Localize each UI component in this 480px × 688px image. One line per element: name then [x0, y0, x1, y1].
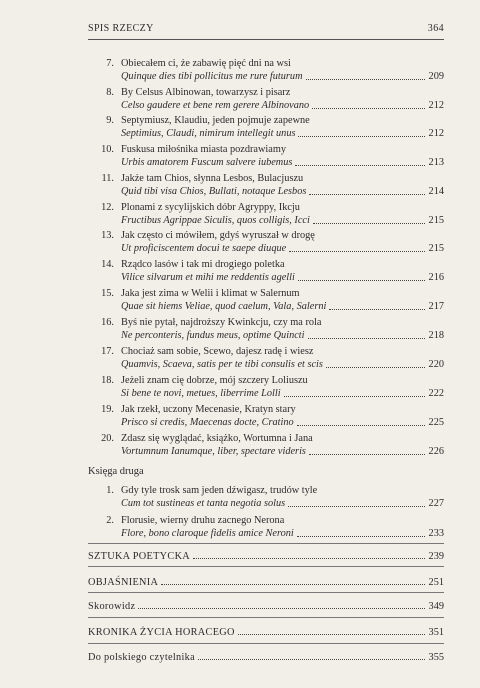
- entry-page: 209: [428, 71, 444, 82]
- entry-number: 11.: [101, 173, 114, 184]
- toc-entry[interactable]: [88, 484, 444, 510]
- entry-latin-incipit: Flore, bono claroque fidelis amice Neroni: [121, 528, 294, 539]
- entry-page: 215: [428, 215, 444, 226]
- entry-polish-title: Florusie, wierny druhu zacnego Nerona: [121, 515, 285, 526]
- entry-latin-incipit: Quid tibi visa Chios, Bullati, notaque Lesbos: [121, 186, 307, 197]
- running-title: SPIS RZECZY: [88, 23, 154, 34]
- entry-number: 13.: [101, 230, 114, 241]
- entry-latin-incipit: Quinque dies tibi pollicitus me rure futurum: [121, 71, 303, 82]
- section-page: 351: [428, 627, 444, 638]
- toc-entry[interactable]: [88, 287, 444, 313]
- entry-latin-incipit: Cum tot sustineas et tanta negotia solus: [121, 498, 286, 509]
- section-page: 355: [428, 652, 444, 663]
- section-divider: [88, 543, 444, 544]
- dot-leader: [198, 658, 425, 660]
- entry-polish-title: Rządco lasów i tak mi drogiego poletka: [121, 259, 285, 270]
- toc-entry[interactable]: [88, 432, 444, 458]
- section-page: 349: [428, 601, 444, 612]
- entry-latin-incipit: Celso gaudere et bene rem gerere Albinovano: [121, 100, 310, 111]
- section-title: SZTUKA POETYCKA: [88, 551, 191, 562]
- dot-leader: [295, 164, 424, 166]
- entry-polish-title: Gdy tyle trosk sam jeden dźwigasz, trudów tyle: [121, 485, 318, 496]
- toc-entry[interactable]: [88, 114, 444, 140]
- entry-latin-incipit: Vilice silvarum et mihi me reddentis agelli: [121, 272, 295, 283]
- entry-number: 9.: [106, 115, 114, 126]
- entry-number: 14.: [101, 259, 114, 270]
- entry-page: 233: [428, 528, 444, 539]
- entry-polish-title: Jeżeli znam cię dobrze, mój szczery Loliuszu: [121, 375, 308, 386]
- toc-section[interactable]: [88, 624, 444, 638]
- toc-entry[interactable]: [88, 258, 444, 284]
- dot-leader: [284, 395, 425, 397]
- toc-section[interactable]: [88, 574, 444, 588]
- toc-entry[interactable]: [88, 374, 444, 400]
- entry-polish-title: Byś nie pytał, najdroższy Kwinkcju, czy ma rola: [121, 317, 322, 328]
- entry-latin-incipit: Prisco si credis, Maecenas docte, Cratino: [121, 417, 294, 428]
- toc-entry[interactable]: [88, 229, 444, 255]
- dot-leader: [288, 505, 424, 507]
- entry-polish-title: Septymiusz, Klaudiu, jeden pojmuje zapewne: [121, 115, 310, 126]
- entry-page: 216: [428, 272, 444, 283]
- dot-leader: [312, 107, 424, 109]
- section-title: KRONIKA ŻYCIA HORACEGO: [88, 627, 235, 638]
- entry-page: 225: [428, 417, 444, 428]
- dot-leader: [298, 135, 424, 137]
- dot-leader: [193, 557, 425, 559]
- entry-page: 218: [428, 330, 444, 341]
- entry-latin-incipit: Septimius, Claudi, nimirum intellegit unus: [121, 128, 296, 139]
- section-divider: [88, 592, 444, 593]
- entry-polish-title: Obiecałem ci, że zabawię pięć dni na wsi: [121, 58, 291, 69]
- dot-leader: [329, 308, 424, 310]
- entry-polish-title: Chociaż sam sobie, Scewo, dajesz radę i wiesz: [121, 346, 314, 357]
- section-title: Do polskiego czytelnika: [88, 652, 195, 663]
- entry-polish-title: Plonami z sycylijskich dóbr Agryppy, Ikcju: [121, 202, 300, 213]
- entry-number: 19.: [101, 404, 114, 415]
- toc-section[interactable]: [88, 548, 444, 562]
- toc-entry[interactable]: [88, 172, 444, 198]
- dot-leader: [306, 78, 425, 80]
- toc-section[interactable]: [88, 649, 444, 663]
- dot-leader: [308, 337, 425, 339]
- section-divider: [88, 617, 444, 618]
- entry-polish-title: Jak często ci mówiłem, gdyś wyruszał w drogę: [121, 230, 315, 241]
- entry-polish-title: Zdasz się wyglądać, książko, Wortumna i Jana: [121, 433, 313, 444]
- entry-number: 8.: [106, 87, 114, 98]
- entry-number: 20.: [101, 433, 114, 444]
- entry-polish-title: By Celsus Albinowan, towarzysz i pisarz: [121, 87, 291, 98]
- dot-leader: [326, 366, 425, 368]
- entry-number: 17.: [101, 346, 114, 357]
- entry-page: 220: [428, 359, 444, 370]
- dot-leader: [161, 583, 424, 585]
- toc-entry[interactable]: [88, 345, 444, 371]
- dot-leader: [309, 453, 425, 455]
- entry-latin-incipit: Si bene te novi, metues, liberrime Lolli: [121, 388, 281, 399]
- toc-entry[interactable]: [88, 201, 444, 227]
- entry-page: 213: [428, 157, 444, 168]
- entry-number: 16.: [101, 317, 114, 328]
- toc-entry[interactable]: [88, 316, 444, 342]
- entry-number: 2.: [106, 515, 114, 526]
- toc-entry[interactable]: [88, 86, 444, 112]
- entry-latin-incipit: Urbis amatorem Fuscum salvere iubemus: [121, 157, 293, 168]
- dot-leader: [138, 607, 424, 609]
- entry-latin-incipit: Quae sit hiems Veliae, quod caelum, Vala, Salerni: [121, 301, 327, 312]
- section-page: 239: [428, 551, 444, 562]
- entry-number: 18.: [101, 375, 114, 386]
- section-title: Skorowidz: [88, 601, 136, 612]
- entry-latin-incipit: Fructibus Agrippae Siculis, quos colligis, Icci: [121, 215, 310, 226]
- section-page: 251: [428, 577, 444, 588]
- entry-latin-incipit: Ne perconteris, fundus meus, optime Quincti: [121, 330, 305, 341]
- entry-latin-incipit: Vortumnum Ianumque, liber, spectare videris: [121, 446, 306, 457]
- entry-latin-incipit: Quamvis, Scaeva, satis per te tibi consulis et scis: [121, 359, 323, 370]
- entry-page: 215: [428, 243, 444, 254]
- section-divider: [88, 566, 444, 567]
- entry-page: 227: [428, 498, 444, 509]
- entry-polish-title: Jak rzekł, uczony Mecenasie, Kratyn stary: [121, 404, 296, 415]
- book-two-heading: Księga druga: [88, 466, 144, 477]
- entry-page: 212: [428, 128, 444, 139]
- toc-entry[interactable]: [88, 143, 444, 169]
- toc-entry[interactable]: [88, 403, 444, 429]
- entry-polish-title: Jaka jest zima w Welii i klimat w Salernum: [121, 288, 300, 299]
- section-divider: [88, 643, 444, 644]
- dot-leader: [297, 535, 425, 537]
- dot-leader: [313, 222, 425, 224]
- section-title: OBJAŚNIENIA: [88, 577, 159, 588]
- entry-page: 226: [428, 446, 444, 457]
- toc-entry[interactable]: [88, 514, 444, 540]
- entry-number: 12.: [101, 202, 114, 213]
- header-rule: [88, 39, 444, 40]
- entry-number: 1.: [106, 485, 114, 496]
- entry-polish-title: Jakże tam Chios, słynna Lesbos, Bulacjuszu: [121, 173, 304, 184]
- entry-polish-title: Fuskusa miłośnika miasta pozdrawiamy: [121, 144, 287, 155]
- dot-leader: [238, 633, 425, 635]
- entry-page: 222: [428, 388, 444, 399]
- page-header: [88, 23, 444, 39]
- entry-page: 217: [428, 301, 444, 312]
- page-number: 364: [427, 23, 444, 34]
- entry-number: 10.: [101, 144, 114, 155]
- entry-number: 15.: [101, 288, 114, 299]
- toc-section[interactable]: [88, 598, 444, 612]
- dot-leader: [289, 250, 424, 252]
- entry-latin-incipit: Ut proficiscentem docui te saepe diuque: [121, 243, 287, 254]
- dot-leader: [298, 279, 425, 281]
- entry-page: 214: [428, 186, 444, 197]
- toc-entry[interactable]: [88, 57, 444, 83]
- entry-page: 212: [428, 100, 444, 111]
- entry-number: 7.: [106, 58, 114, 69]
- dot-leader: [297, 424, 425, 426]
- dot-leader: [309, 193, 424, 195]
